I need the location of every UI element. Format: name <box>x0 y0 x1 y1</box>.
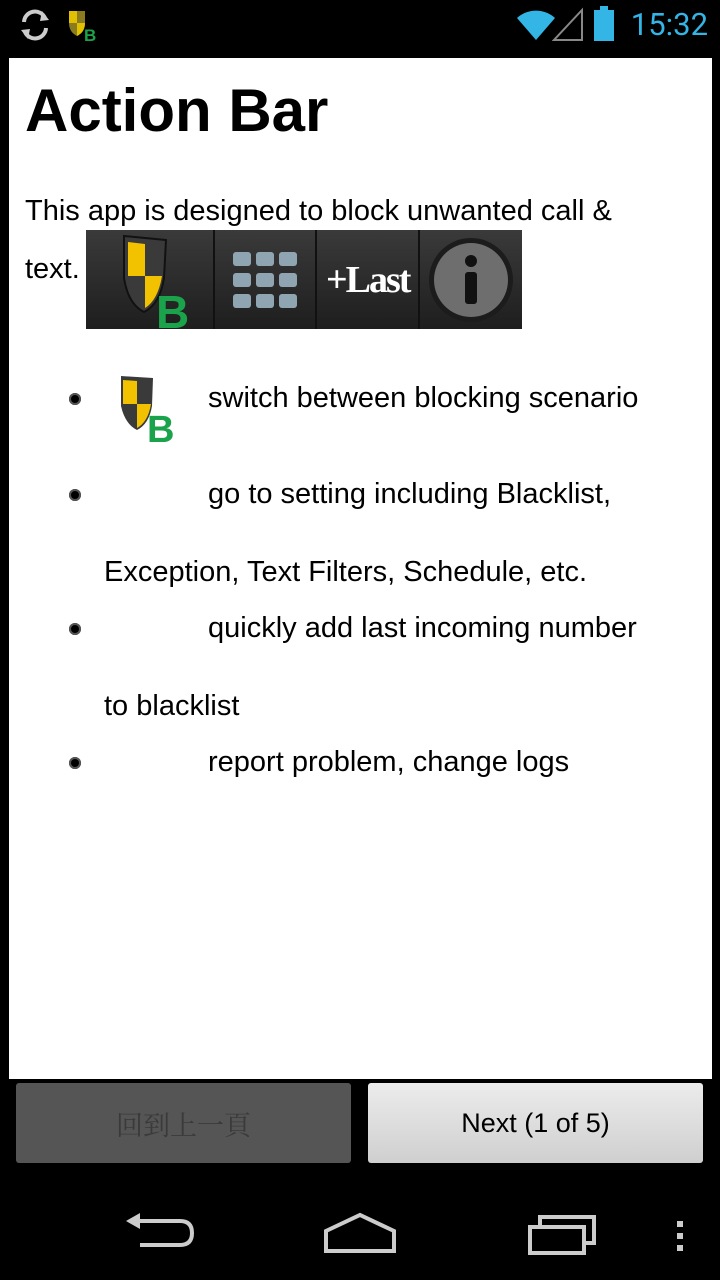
pager-button-bar <box>0 1079 720 1171</box>
navigation-bar <box>0 1171 720 1280</box>
list-bullet <box>69 757 81 769</box>
home-icon[interactable] <box>322 1209 398 1260</box>
list-bullet <box>69 393 81 405</box>
previous-page-button[interactable]: 回到上一頁 <box>16 1083 351 1163</box>
list-item-text-continued: Exception, Text Filters, Schedule, etc. <box>104 556 588 588</box>
wifi-icon <box>515 6 557 47</box>
shield-b-icon <box>117 372 187 449</box>
list-item-text: quickly add last incoming number <box>208 612 637 644</box>
list-item-text-continued: to blacklist <box>104 690 240 722</box>
list-item-text: report problem, change logs <box>208 746 570 778</box>
clock: 15:32 <box>630 6 708 43</box>
shield-b-icon <box>66 8 102 47</box>
svg-text:B: B <box>147 409 175 444</box>
strip-grid-icon <box>215 230 317 329</box>
back-icon[interactable] <box>124 1211 196 1256</box>
battery-icon <box>593 6 615 47</box>
signal-icon <box>552 6 584 47</box>
recents-icon[interactable] <box>526 1213 598 1260</box>
svg-text:B: B <box>155 285 189 328</box>
sync-icon <box>18 8 52 47</box>
list-item-text: switch between blocking scenario <box>208 382 639 414</box>
status-bar <box>0 0 720 50</box>
list-item-text: go to setting including Blacklist, <box>208 478 611 510</box>
next-page-button[interactable]: Next (1 of 5) <box>368 1083 703 1163</box>
page-title: Action Bar <box>25 77 329 144</box>
strip-last-label: +Last <box>325 258 410 301</box>
help-content <box>9 58 712 1079</box>
svg-text:B: B <box>84 26 97 42</box>
strip-plus-last-icon <box>317 230 421 329</box>
strip-shield-b-icon <box>86 230 215 329</box>
action-bar-preview <box>86 230 522 329</box>
overflow-menu-icon[interactable] <box>674 1219 686 1258</box>
list-bullet <box>69 489 81 501</box>
list-bullet <box>69 623 81 635</box>
intro-text-line-1: This app is designed to block unwanted call & <box>25 195 612 227</box>
intro-text-line-2: text. <box>25 253 80 285</box>
strip-info-icon <box>420 230 522 329</box>
